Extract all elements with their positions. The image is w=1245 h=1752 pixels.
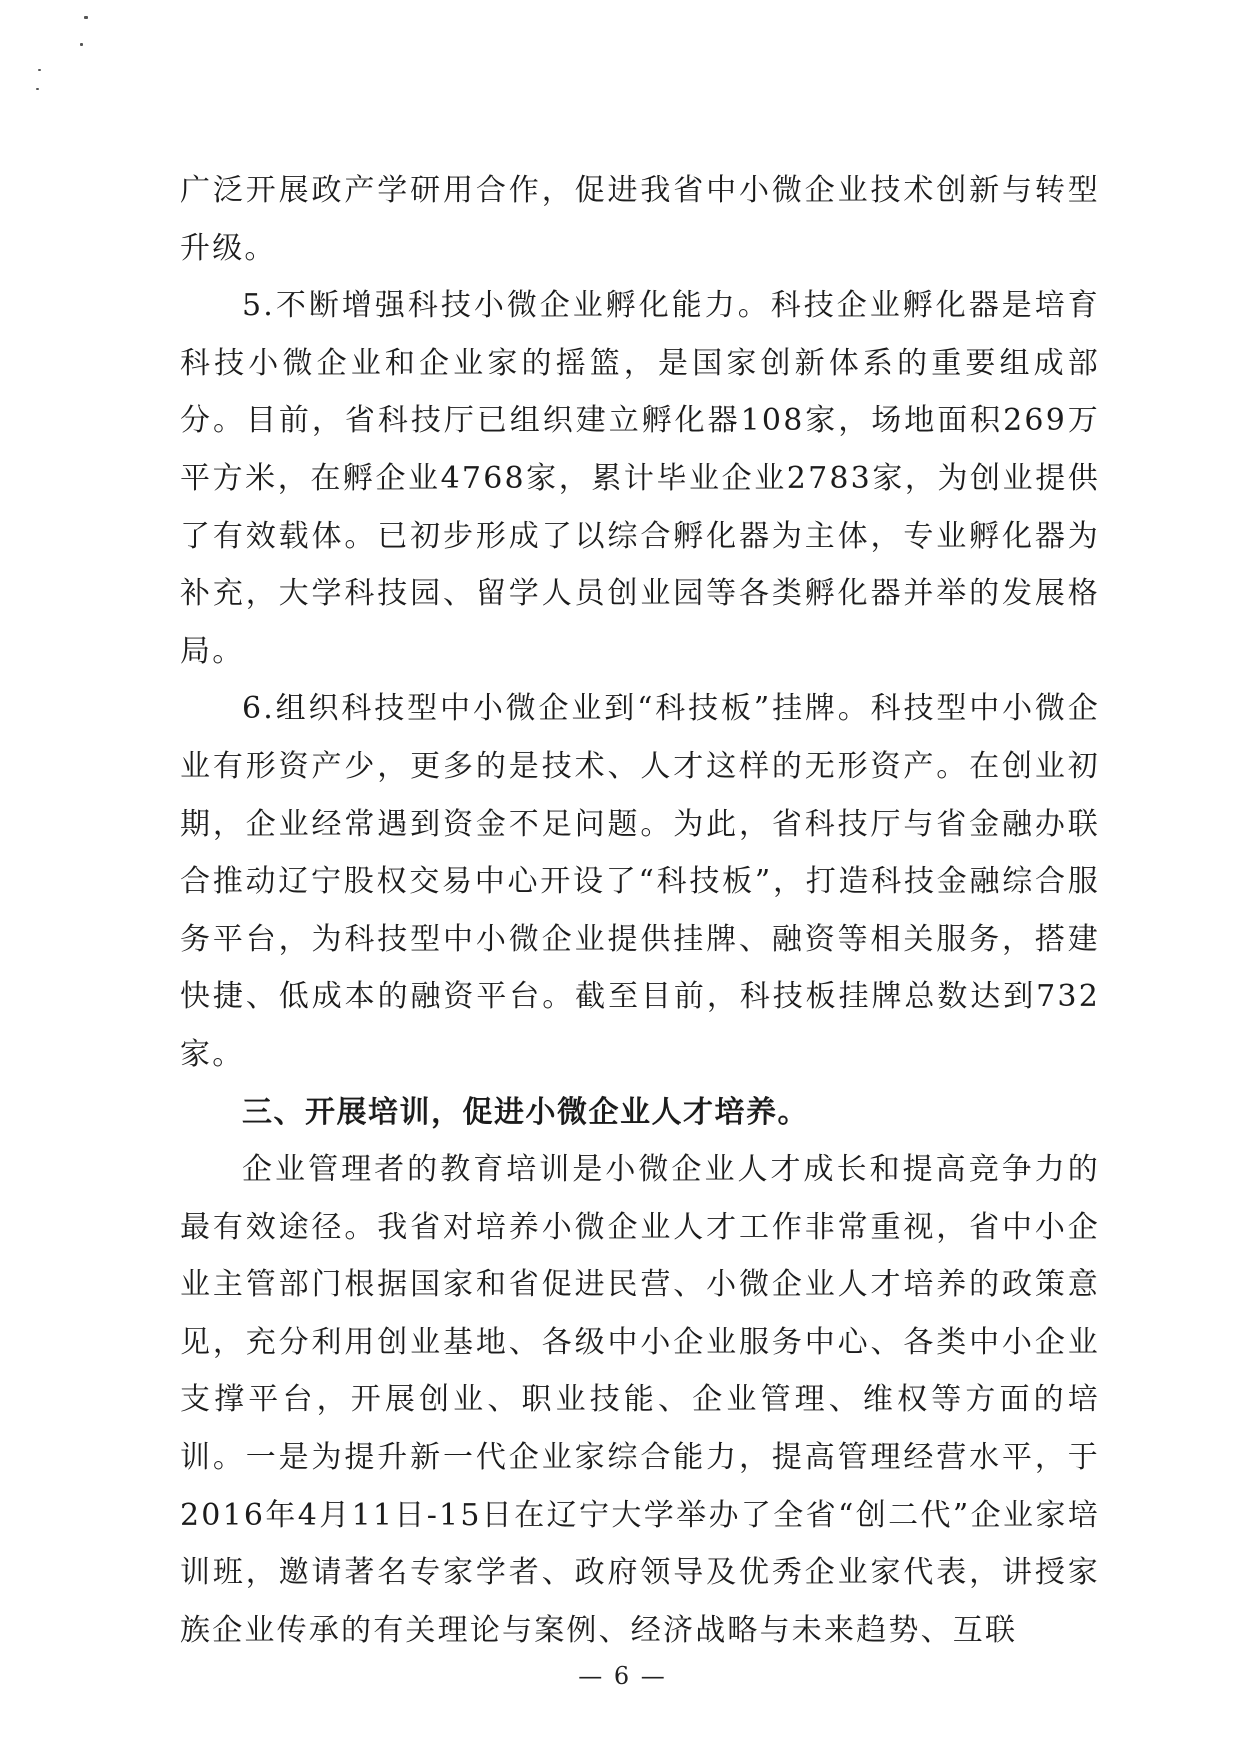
section-heading: 三、开展培训，促进小微企业人才培养。	[242, 1094, 809, 1130]
scan-speck	[38, 69, 41, 71]
paragraph: 6.组织科技型中小微企业到“科技板”挂牌。科技型中小微企业有形资产少，更多的是技术、人才这样的无形资产。在创业初期，企业经常遇到资金不足问题。为此，省科技厅与省金融办联合推动辽宁股权交易中心开设了“科技板”，打造科技金融综合服务平台，为科技型中小微企业提供挂牌、融资等相关服务，搭建快捷、低成本的融资平台。截至目前，科技板挂牌总数达到732家。	[180, 691, 1100, 1072]
paragraph: 5.不断增强科技小微企业孵化能力。科技企业孵化器是培育科技小微企业和企业家的摇篮，是国家创新体系的重要组成部分。目前，省科技厅已组织建立孵化器108家，场地面积269万平方米，在孵企业4768家，累计毕业企业2783家，为创业提供了有效载体。已初步形成了以综合孵化器为主体，专业孵化器为补充，大学科技园、留学人员创业园等各类孵化器并举的发展格局。	[180, 288, 1100, 669]
scan-speck	[36, 88, 39, 90]
scan-speck	[80, 43, 83, 46]
document-body	[180, 162, 1100, 1659]
page-number: — 6 —	[578, 1662, 667, 1690]
paragraph: 广泛开展政产学研用合作，促进我省中小微企业技术创新与转型升级。	[180, 173, 1100, 266]
scan-speck	[84, 16, 88, 19]
paragraph: 企业管理者的教育培训是小微企业人才成长和提高竞争力的最有效途径。我省对培养小微企业人才工作非常重视，省中小企业主管部门根据国家和省促进民营、小微企业人才培养的政策意见，充分利用创业基地、各级中小企业服务中心、各类中小企业支撑平台，开展创业、职业技能、企业管理、维权等方面的培训。一是为提升新一代企业家综合能力，提高管理经营水平，于2016年4月11日-15日在辽宁大学举办了全省“创二代”企业家培训班，邀请著名专家学者、政府领导及优秀企业家代表，讲授家族企业传承的有关理论与案例、经济战略与未来趋势、互联	[180, 1152, 1100, 1648]
